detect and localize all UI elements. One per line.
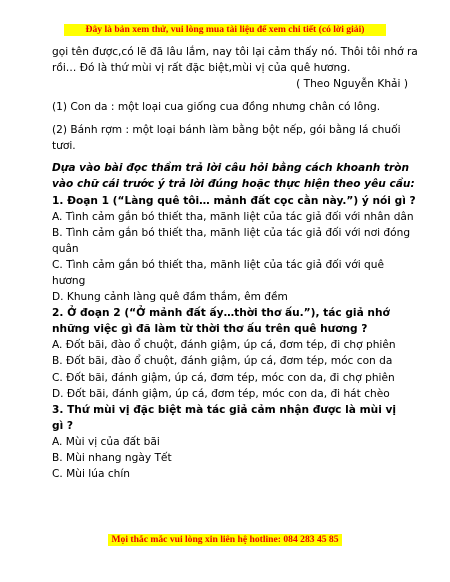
q2-option-c: C. Đốt bãi, đánh giậm, úp cá, đơm tép, móc con da, đi chợ phiên: [52, 371, 395, 384]
q1-option-c: C. Tình cảm gắn bó thiết tha, mãnh liệt của tác giả đối với quê: [52, 258, 384, 271]
q3-option-b: B. Mùi nhang ngày Tết: [52, 452, 172, 465]
hotline-banner: Mọi thắc mắc vui lòng xin liên hệ hotline: 084 283 45 85: [0, 534, 450, 546]
spacer: [52, 115, 422, 122]
q3-option-a: A. Mùi vị của đất bãi: [52, 435, 160, 448]
q2-option-b: B. Đốt bãi, đào ổ chuột, đánh giậm, úp cá, đơm tép, móc con da: [52, 355, 393, 368]
footnote-2: (2) Bánh rợm : một loại bánh làm bằng bột nếp, gói bằng lá chuối: [52, 123, 401, 136]
q2-option-d: D. Đốt bãi, đánh giậm, úp cá, đơm tép, móc con da, đi hát chèo: [52, 387, 390, 400]
spacer: [52, 154, 422, 161]
q3-option-c: C. Mùi lúa chín: [52, 468, 131, 481]
question-2-continued: những việc gì đã làm từ thời thơ ấu trên quê hương ?: [52, 323, 368, 336]
footnote-1: (1) Con da : một loại cua giống cua đồng nhưng chân có lông.: [52, 100, 381, 113]
instructions: Dựa vào bài đọc thầm trả lời câu hỏi bằng cách khoanh tròn: [52, 162, 410, 175]
question-3: 3. Thứ mùi vị đặc biệt mà tác giả cảm nhận được là mùi vị: [52, 403, 397, 416]
spacer: [52, 92, 422, 99]
q1-option-b: B. Tình cảm gắn bó thiết tha, mãnh liệt của tác giả đối với nơi đóng: [52, 226, 411, 239]
passage-line: rồi… Đó là thứ mùi vị rất đặc biệt,mùi vị của quê hương.: [52, 62, 351, 75]
q1-option-c-continued: hương: [52, 275, 86, 287]
q1-option-a: A. Tình cảm gắn bó thiết tha, mãnh liệt của tác giả đối với nhân dân: [52, 210, 414, 223]
question-2: 2. Ở đoạn 2 (“Ở mảnh đất ấy…thời thơ ấu.”), tác giả nhớ: [52, 307, 390, 320]
passage-line: gọi tên được,có lẽ đã lâu lắm, nay tôi lại cảm thấy nó. Thôi tôi nhớ ra: [52, 46, 418, 58]
question-1: 1. Đoạn 1 (“Làng quê tôi… mảnh đất cọc cằn này.”) ý nói gì ?: [52, 194, 416, 207]
q1-option-d: D. Khung cảnh làng quê đầm thắm, êm đềm: [52, 291, 288, 304]
instructions-continued: vào chữ cái trước ý trả lời đúng hoặc thực hiện theo yêu cầu:: [52, 178, 415, 191]
document-body: [52, 44, 422, 482]
q2-option-a: A. Đốt bãi, đào ổ chuột, đánh giậm, úp cá, đơm tép, đi chợ phiên: [52, 339, 396, 352]
question-3-continued: gì ?: [52, 419, 74, 432]
passage-source: ( Theo Nguyễn Khải ): [296, 78, 408, 91]
footnote-2-continued: tươi.: [52, 139, 76, 152]
preview-banner: Đây là bản xem thử, vui lòng mua tài liệu để xem chi tiết (có lời giải): [0, 24, 450, 36]
q1-option-b-continued: quân: [52, 242, 79, 255]
